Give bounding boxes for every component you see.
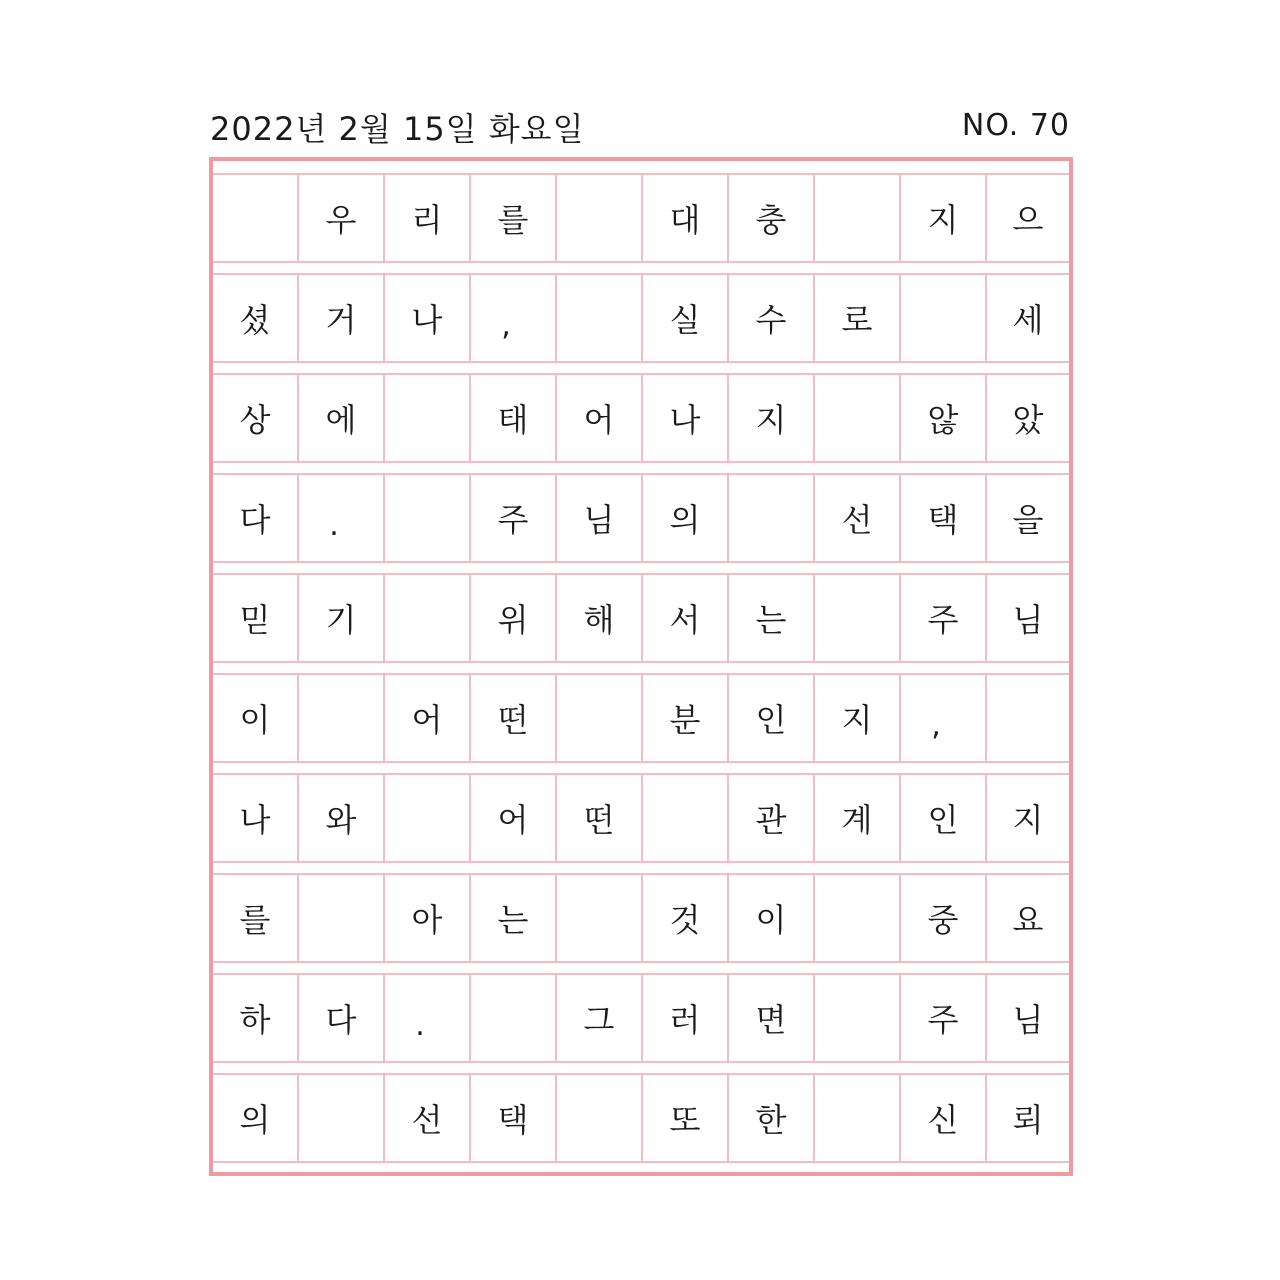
- grid-cell: 믿: [213, 575, 299, 661]
- grid-cell: [213, 175, 299, 261]
- grid-cell: 와: [299, 775, 385, 861]
- grid-cell: 한: [729, 1075, 815, 1161]
- grid-cell: 그: [557, 975, 643, 1061]
- grid-cell: 충: [729, 175, 815, 261]
- grid-cell: 기: [299, 575, 385, 661]
- grid-row: [213, 273, 1069, 363]
- grid-cell: [385, 575, 471, 661]
- grid-cell: 요: [1012, 901, 1044, 939]
- grid-row: [213, 373, 1069, 463]
- grid-cell: 해: [557, 575, 643, 661]
- grid-cell: 지: [729, 375, 815, 461]
- grid-cell: ,: [901, 675, 987, 761]
- grid-cell: 우: [299, 175, 385, 261]
- grid-cell: 에: [299, 375, 385, 461]
- grid-cell: 실: [643, 275, 729, 361]
- grid-cell: 선: [385, 1075, 471, 1161]
- grid-cell: 지: [815, 675, 901, 761]
- grid-cell: [643, 775, 729, 861]
- grid-cell: 서: [643, 575, 729, 661]
- grid-cell: 를: [213, 875, 299, 961]
- grid-cell: [901, 275, 987, 361]
- grid-cell: 택: [471, 1075, 557, 1161]
- grid-cell: 다: [213, 475, 299, 561]
- grid-cell: 태: [471, 375, 557, 461]
- grid-cell: 떤: [471, 675, 557, 761]
- grid-cell: 이: [213, 675, 299, 761]
- grid-cell: [815, 175, 901, 261]
- grid-cell: 위: [471, 575, 557, 661]
- grid-cell: 거: [299, 275, 385, 361]
- grid-cell: [299, 675, 385, 761]
- grid-cell: .: [299, 475, 385, 561]
- grid-cell: 것: [643, 875, 729, 961]
- grid-cell: 신: [901, 1075, 987, 1161]
- grid-cell: 님: [557, 475, 643, 561]
- grid-cell: 를: [471, 175, 557, 261]
- grid-cell: 관: [729, 775, 815, 861]
- grid-cell: 는: [471, 875, 557, 961]
- grid-cell: 의: [643, 475, 729, 561]
- grid-cell: [987, 675, 1069, 761]
- grid-cell: 나: [213, 775, 299, 861]
- grid-cell: 인: [901, 775, 987, 861]
- grid-cell: 세: [1012, 301, 1044, 339]
- grid-cell: [557, 875, 643, 961]
- grid-row: [213, 173, 1069, 263]
- grid-cell: 뢰: [1012, 1101, 1044, 1139]
- grid-cell: [385, 775, 471, 861]
- grid-cell: 다: [299, 975, 385, 1061]
- grid-cell: .: [385, 975, 471, 1061]
- grid-cell: [299, 1075, 385, 1161]
- grid-cell: 지: [1012, 801, 1044, 839]
- grid-cell: 떤: [557, 775, 643, 861]
- grid-row: [213, 1073, 1069, 1163]
- grid-cell: [385, 475, 471, 561]
- grid-cell: [815, 875, 901, 961]
- grid-cell: 상: [213, 375, 299, 461]
- grid-cell: 님: [1012, 1001, 1044, 1039]
- grid-cell: 나: [643, 375, 729, 461]
- grid-cell: 어: [385, 675, 471, 761]
- grid-cell: [557, 675, 643, 761]
- grid-cell: 면: [729, 975, 815, 1061]
- grid-cell: 어: [557, 375, 643, 461]
- grid-cell: 리: [385, 175, 471, 261]
- grid-cell: 아: [385, 875, 471, 961]
- grid-cell: 인: [729, 675, 815, 761]
- grid-cell: 않: [901, 375, 987, 461]
- grid-cell: 으: [1012, 201, 1044, 239]
- grid-cell: [815, 975, 901, 1061]
- grid-cell: 어: [471, 775, 557, 861]
- grid-cell: 수: [729, 275, 815, 361]
- diary-date: 2022년 2월 15일 화요일: [210, 110, 585, 148]
- grid-cell: 을: [1012, 501, 1044, 539]
- grid-cell: [385, 375, 471, 461]
- grid-cell: 계: [815, 775, 901, 861]
- grid-cell: 선: [815, 475, 901, 561]
- grid-row: [213, 973, 1069, 1063]
- grid-cell: 중: [901, 875, 987, 961]
- grid-cell: 주: [471, 475, 557, 561]
- grid-cell: 셨: [213, 275, 299, 361]
- grid-cell: [815, 575, 901, 661]
- grid-row: [213, 773, 1069, 863]
- grid-row: [213, 573, 1069, 663]
- grid-cell: 지: [901, 175, 987, 261]
- grid-cell: 았: [1012, 401, 1044, 439]
- grid-cell: [557, 1075, 643, 1161]
- grid-cell: [557, 175, 643, 261]
- grid-cell: [299, 875, 385, 961]
- grid-cell: 는: [729, 575, 815, 661]
- grid-cell: 대: [643, 175, 729, 261]
- grid-cell: 이: [729, 875, 815, 961]
- grid-row: [213, 673, 1069, 763]
- grid-row: [213, 473, 1069, 563]
- grid-cell: 님: [1012, 601, 1044, 639]
- grid-row: [213, 873, 1069, 963]
- grid-cell: 러: [643, 975, 729, 1061]
- grid-cell: 하: [213, 975, 299, 1061]
- grid-cell: [815, 1075, 901, 1161]
- grid-cell: [815, 375, 901, 461]
- grid-cell: 의: [213, 1075, 299, 1161]
- grid-cell: 로: [815, 275, 901, 361]
- grid-cell: [471, 975, 557, 1061]
- grid-cell: 또: [643, 1075, 729, 1161]
- grid-cell: 분: [643, 675, 729, 761]
- grid-cell: 택: [901, 475, 987, 561]
- grid-cell: [557, 275, 643, 361]
- grid-cell: 나: [385, 275, 471, 361]
- grid-cell: [729, 475, 815, 561]
- grid-cell: ,: [471, 275, 557, 361]
- manuscript-grid-sheet: [209, 157, 1073, 1176]
- entry-number: NO. 70: [961, 108, 1070, 143]
- grid-cell: 주: [901, 575, 987, 661]
- grid-cell: 주: [901, 975, 987, 1061]
